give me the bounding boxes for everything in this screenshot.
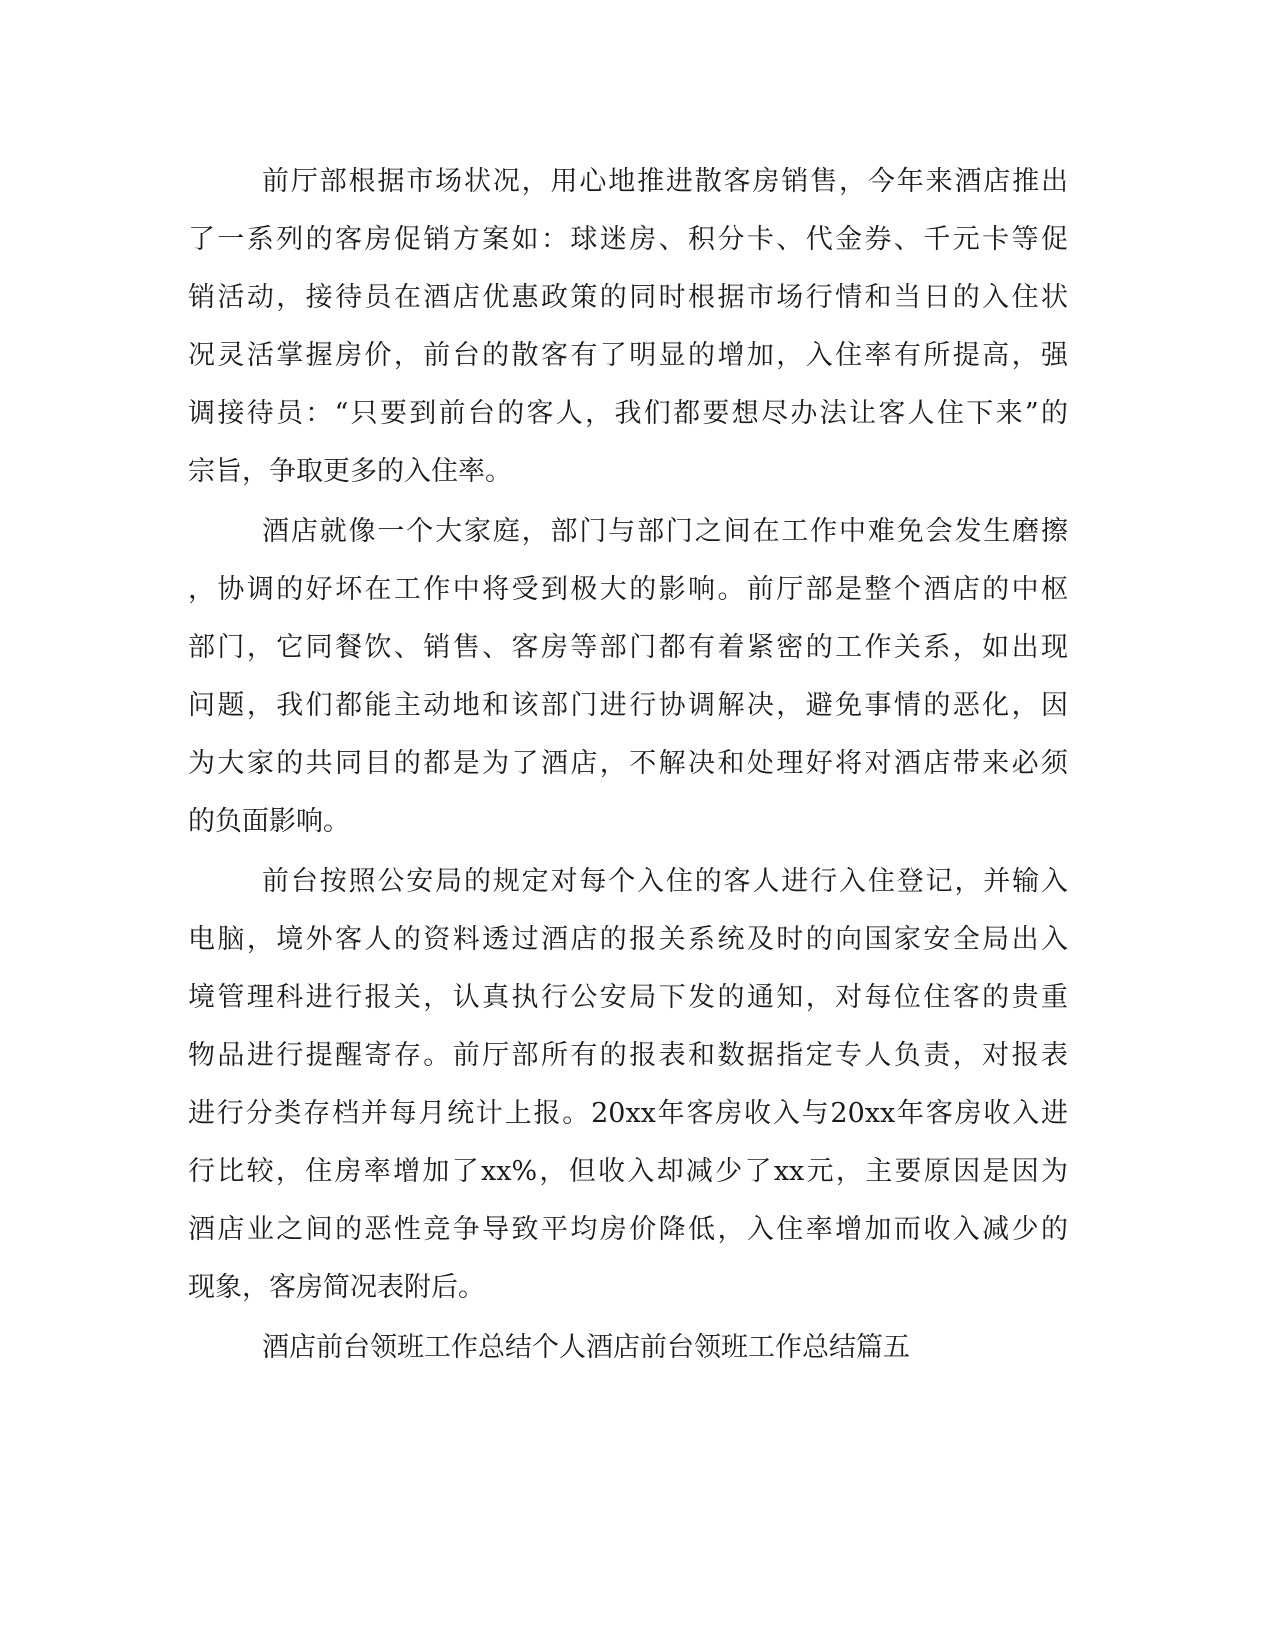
text-line: 为大家的共同目的都是为了酒店，不解决和处理好将对酒店带来必须 xyxy=(188,748,1068,779)
text-line: 调接待员：“只要到前台的客人，我们都要想尽办法让客人住下来”的 xyxy=(188,398,1068,429)
text-line: 销活动，接待员在酒店优惠政策的同时根据市场行情和当日的入住状 xyxy=(188,282,1068,313)
text-line: 前厅部根据市场状况，用心地推进散客房销售，今年来酒店推出 xyxy=(262,166,1068,197)
text-line: 境管理科进行报关，认真执行公安局下发的通知，对每位住客的贵重 xyxy=(188,982,1068,1013)
text-line: 前台按照公安局的规定对每个入住的客人进行入住登记，并输入 xyxy=(262,866,1068,897)
text-line: 问题，我们都能主动地和该部门进行协调解决，避免事情的恶化，因 xyxy=(188,690,1068,721)
text-line: 行比较，住房率增加了xx%，但收入却减少了xx元，主要原因是因为 xyxy=(188,1156,1068,1187)
text-line: 物品进行提醒寄存。前厅部所有的报表和数据指定专人负责，对报表 xyxy=(188,1040,1068,1071)
text-line: 电脑，境外客人的资料透过酒店的报关系统及时的向国家安全局出入 xyxy=(188,924,1068,955)
section-title-line: 酒店前台领班工作总结个人酒店前台领班工作总结篇五 xyxy=(262,1332,910,1363)
text-line: 了一系列的客房促销方案如：球迷房、积分卡、代金券、千元卡等促 xyxy=(188,224,1068,255)
text-line: 现象，客房简况表附后。 xyxy=(188,1272,485,1303)
text-line: 部门，它同餐饮、销售、客房等部门都有着紧密的工作关系，如出现 xyxy=(188,632,1068,663)
text-line: 酒店就像一个大家庭，部门与部门之间在工作中难免会发生磨擦 xyxy=(262,516,1068,547)
text-line: ，协调的好坏在工作中将受到极大的影响。前厅部是整个酒店的中枢 xyxy=(188,574,1068,605)
text-line: 进行分类存档并每月统计上报。20xx年客房收入与20xx年客房收入进 xyxy=(188,1098,1068,1129)
text-line: 酒店业之间的恶性竞争导致平均房价降低，入住率增加而收入减少的 xyxy=(188,1214,1068,1245)
text-line: 况灵活掌握房价，前台的散客有了明显的增加，入住率有所提高，强 xyxy=(188,340,1068,371)
text-line: 宗旨，争取更多的入住率。 xyxy=(188,456,512,487)
text-line: 的负面影响。 xyxy=(188,806,350,837)
